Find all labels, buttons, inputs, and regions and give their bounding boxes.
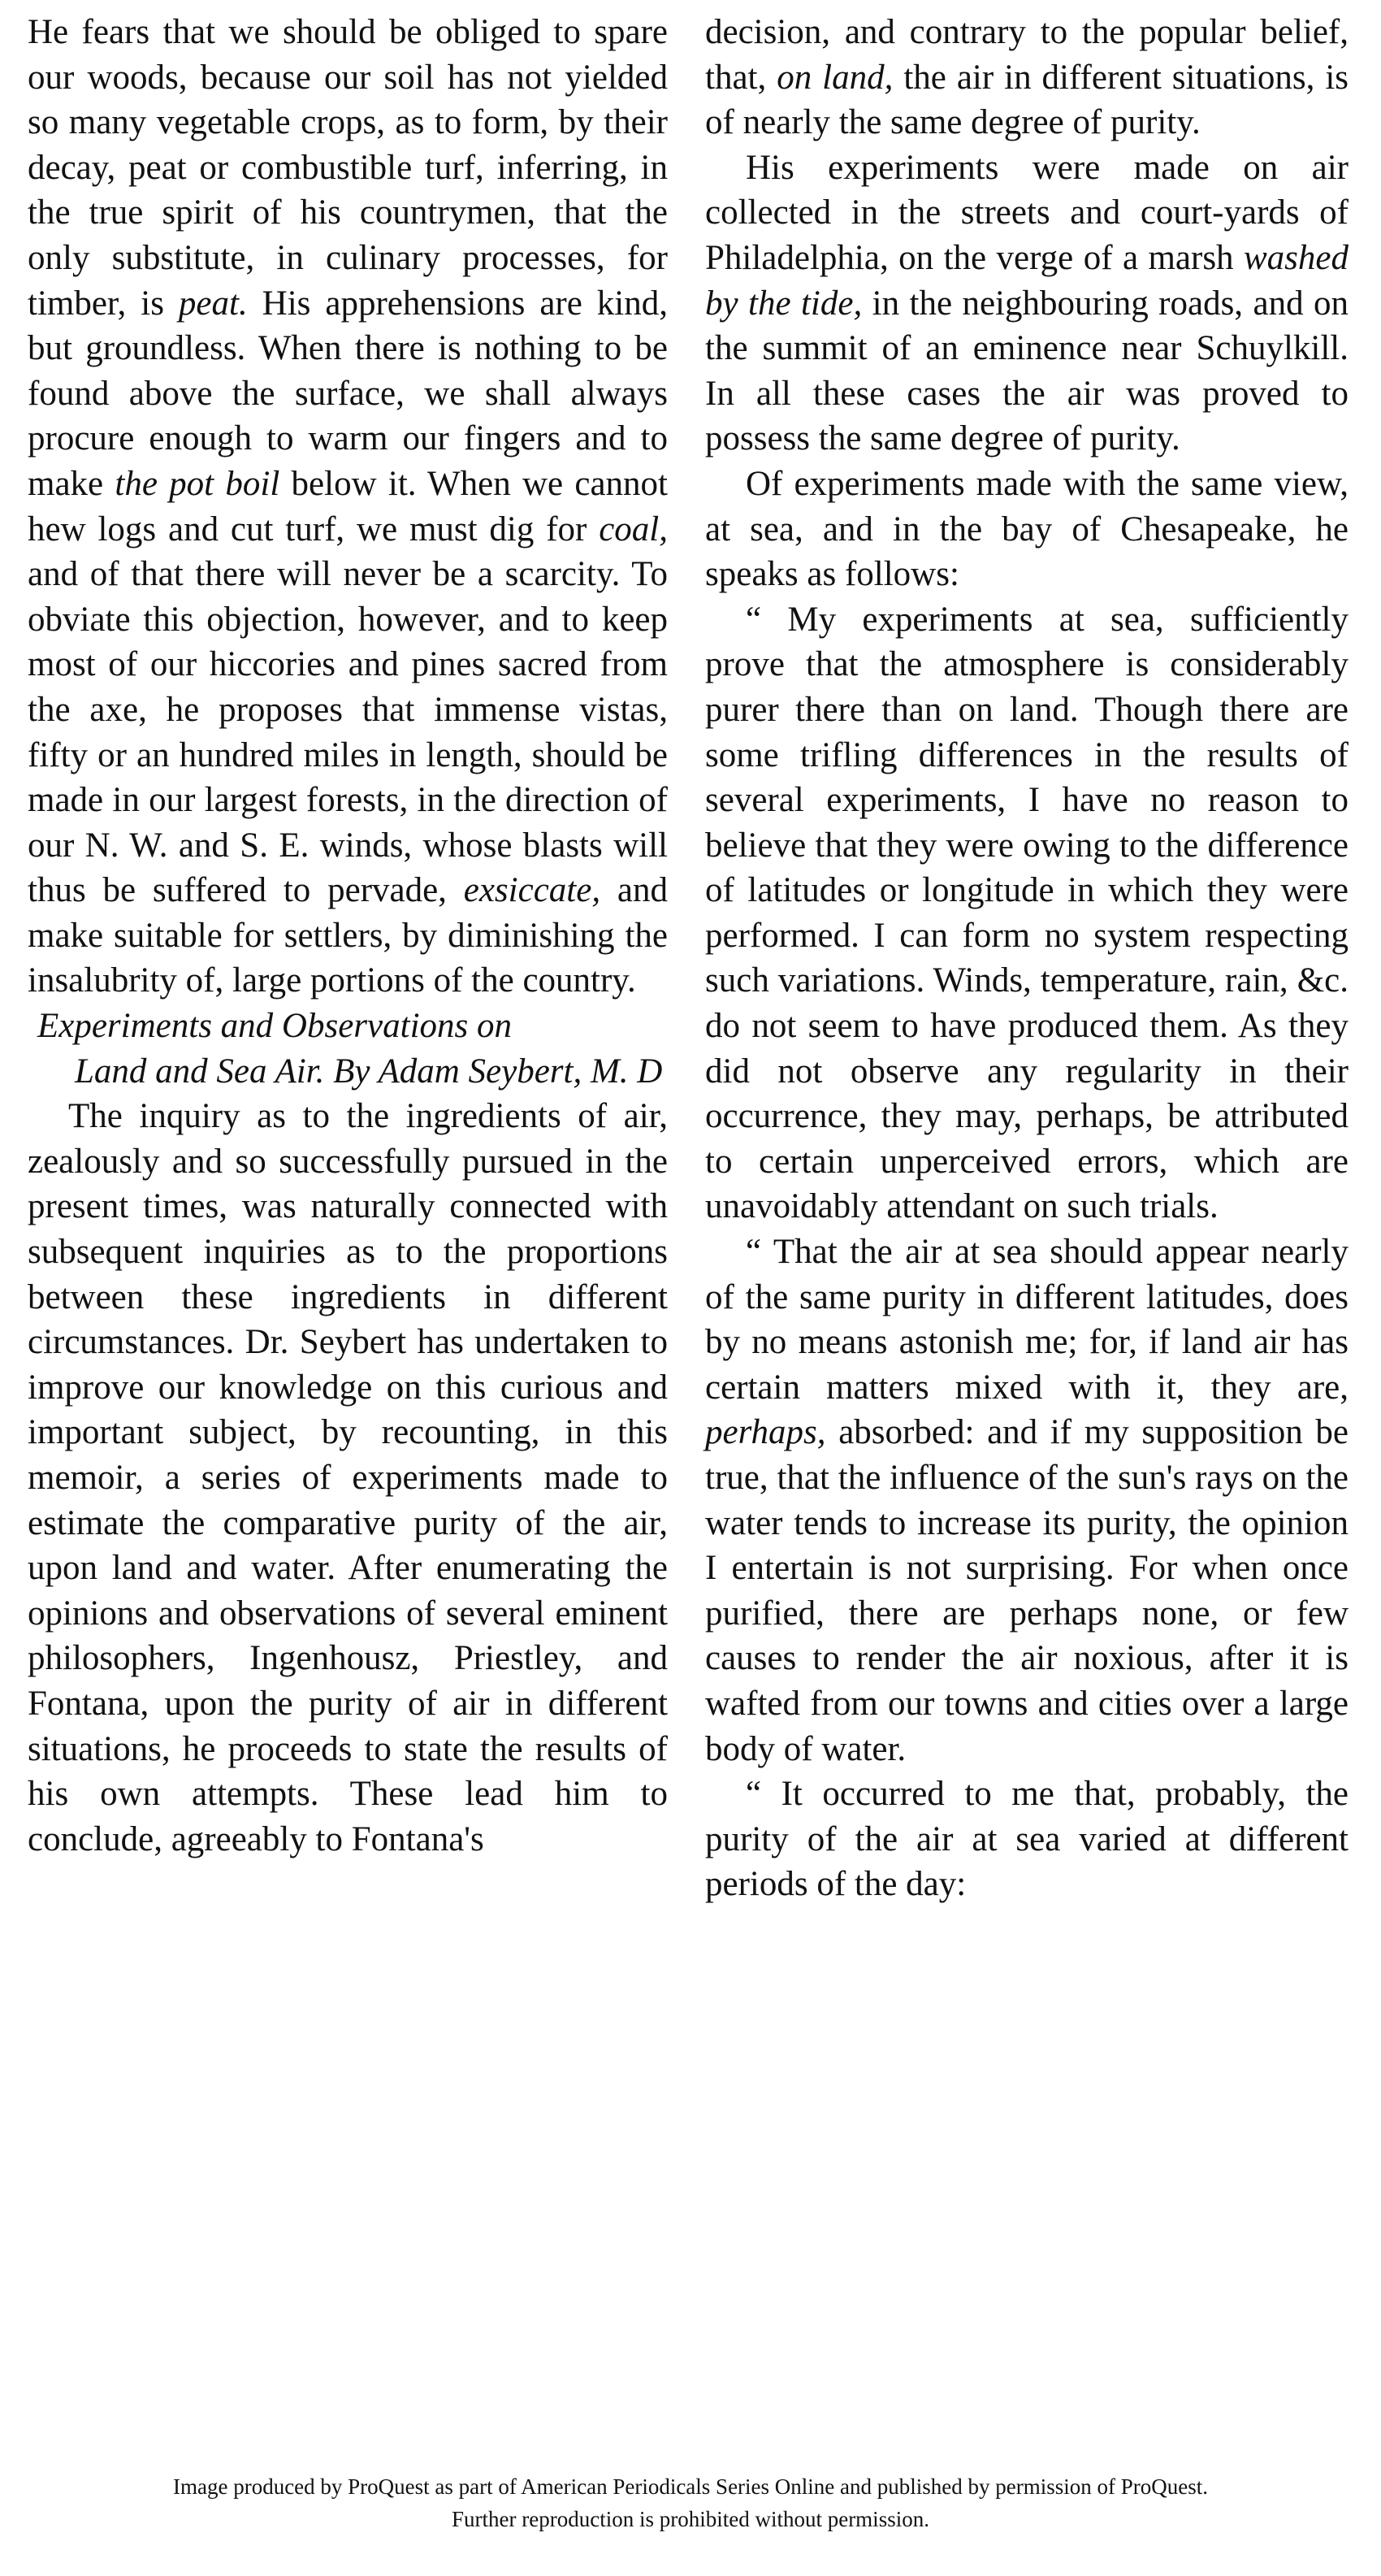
text-run: absorbed: and if my supposition be true, that the influence of the sun's rays on the water tends to increase its purity, the opinion I entertain is not surprising. For when once purified, there are perhaps none, or few causes to render the air noxious, after it is wafted from our towns and cities over a large body of water. bbox=[705, 1413, 1349, 1768]
italic-perhaps: perhaps, bbox=[705, 1413, 826, 1452]
italic-washed-by-tide: washed by the tide, bbox=[705, 238, 1349, 323]
copyright-footer bbox=[0, 2470, 1381, 2535]
paragraph-woods bbox=[28, 10, 668, 1004]
article-heading bbox=[28, 1004, 668, 1094]
paragraph-at-sea-intro: Of experiments made with the same view, at sea, and in the bay of Chesapeake, he speaks as follows: bbox=[705, 464, 1349, 594]
text-run: His apprehensions are kind, but groundless. When there is nothing to be found above the surface, we shall always procure enough to warm our fingers and to make bbox=[28, 284, 668, 503]
text-run: and make suitable for settlers, by diminishing the insalubrity of, large portions of the country. bbox=[28, 871, 668, 1000]
paragraph-experiments bbox=[705, 145, 1349, 462]
quote-paragraph-1: “ My experiments at sea, sufficiently prove that the atmosphere is considerably purer there than on land. Though there are some trifling differences in the results of several experiments, I have no reason to believe that they were owing to the difference of latitudes or longitude in which they were performed. I can form no system respecting such variations. Winds, temperature, rain, &c. do not seem to have produced them. As they did not observe any regularity in their occurrence, they may, perhaps, be attributed to certain unperceived errors, which are unavoidably attendant on such trials. bbox=[705, 600, 1349, 1226]
left-column bbox=[28, 10, 668, 1862]
text-run: the air in different situations, is of nearly the same degree of purity. bbox=[705, 58, 1349, 142]
text-run: and of that there will never be a scarcity. To obviate this objection, however, and to keep most of our hiccories and pines sacred from the axe, he proposes that immense vistas, fifty or an hundred miles in length, should be made in our largest forests, in the direction of our N. W. and S. E. winds, whose blasts will thus be suffered to pervade, bbox=[28, 555, 668, 910]
paragraph-inquiry: The inquiry as to the ingredients of air, zealously and so successfully pursued in the present times, was naturally connected with subsequent inquiries as to the proportions between these ingredients in different circumstances. Dr. Seybert has undertaken to improve our knowledge on this curious and important subject, by recounting, in this memoir, a series of experiments made to estimate the comparative purity of the air, upon land and water. After enumerating the opinions and observations of several eminent philosophers, Ingenhousz, Priestley, and Fontana, upon the purity of air in different situations, he proceeds to state the results of his own attempts. These lead him to conclude, agreeably to Fontana's bbox=[28, 1097, 668, 1858]
heading-line-1: Experiments and Observations on bbox=[37, 1007, 513, 1046]
italic-pot-boil: the pot boil bbox=[115, 464, 280, 503]
italic-exsiccate: exsiccate, bbox=[463, 871, 601, 910]
footer-line-2: Further reproduction is prohibited without permission. bbox=[452, 2507, 929, 2531]
quote-paragraph-2 bbox=[705, 1229, 1349, 1772]
text-run: in the neighbouring roads, and on the summit of an eminence near Schuylkill. In all these cases the air was proved to possess the same degree of purity. bbox=[705, 284, 1349, 458]
text-run: below it. When we cannot hew logs and cut turf, we must dig for bbox=[28, 464, 668, 549]
text-run: His experiments were made on air collected in the streets and court-yards of Philadelphia, on the verge of a marsh bbox=[705, 148, 1349, 277]
heading-line-2: Land and Sea Air. By Adam Seybert, M. D bbox=[75, 1052, 663, 1091]
italic-on-land: on land, bbox=[777, 58, 894, 97]
quote-paragraph-3: “ It occurred to me that, probably, the purity of the air at sea varied at different periods of the day: bbox=[705, 1775, 1349, 1904]
text-run: He fears that we should be obliged to spare our woods, because our soil has not yielded so many vegetable crops, as to form, by their decay, peat or combustible turf, inferring, in the true spirit of his countrymen, that the only substitute, in culinary processes, for timber, is bbox=[28, 13, 668, 323]
paragraph-decision bbox=[705, 10, 1349, 145]
italic-coal: coal, bbox=[599, 510, 668, 549]
footer-line-1: Image produced by ProQuest as part of American Periodicals Series Online and published by permission of ProQuest. bbox=[173, 2474, 1208, 2499]
text-run: “ That the air at sea should appear nearly of the same purity in different latitudes, does by no means astonish me; for, if land air has certain matters mixed with it, they are, bbox=[705, 1233, 1349, 1407]
text-run: decision, and contrary to the popular belief, that, bbox=[705, 13, 1349, 97]
right-column bbox=[705, 10, 1349, 1907]
italic-peat: peat. bbox=[178, 284, 248, 323]
